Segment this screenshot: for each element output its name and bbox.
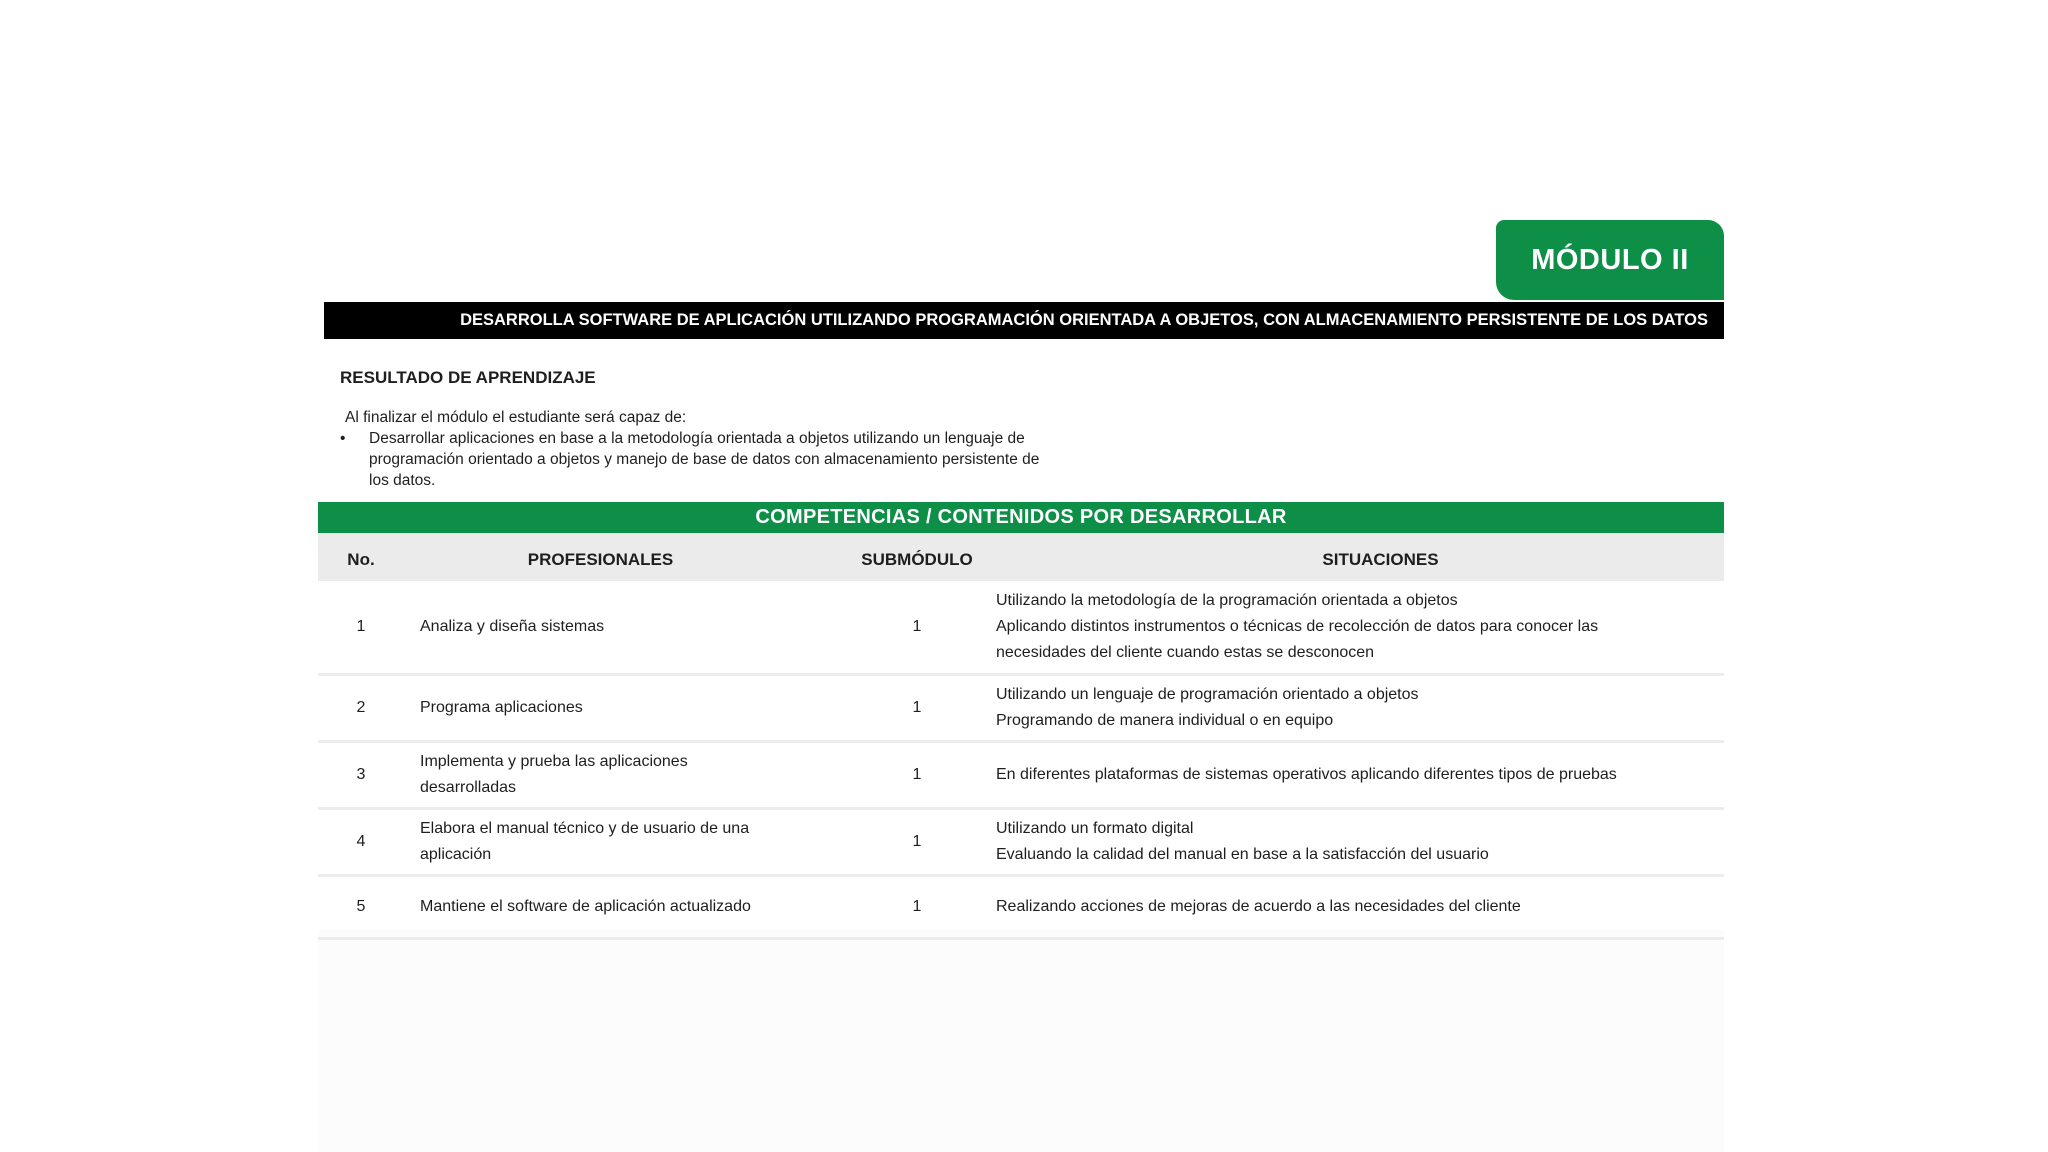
learning-result-intro: Al finalizar el módulo el estudiante será capaz de:	[345, 409, 687, 426]
row-professional	[420, 581, 805, 673]
situation-line: Realizando acciones de mejoras de acuerdo a las necesidades del cliente	[996, 898, 1521, 915]
table-row	[318, 676, 1724, 743]
header-professional: PROFESIONALES	[527, 550, 674, 569]
professional-line: Mantiene el software de aplicación actualizado	[420, 898, 751, 915]
header-situations: SITUACIONES	[1322, 550, 1439, 569]
professional-line: Programa aplicaciones	[420, 699, 583, 716]
row-number-text: 3	[356, 766, 366, 783]
table-row	[318, 581, 1724, 676]
submodule-text: 1	[912, 618, 922, 635]
learning-result-bullet	[340, 428, 1140, 491]
professional-line: aplicación	[420, 846, 492, 863]
module-label: MÓDULO II	[1531, 243, 1689, 276]
table-row	[318, 877, 1724, 940]
row-situations	[996, 810, 1716, 874]
row-number-text: 1	[356, 618, 366, 635]
submodule-text: 1	[912, 699, 922, 716]
bullet-line: Desarrollar aplicaciones en base a la metodología orientada a objetos utilizando un lenguaje de	[369, 430, 1025, 447]
row-situations	[996, 581, 1716, 673]
row-situations	[996, 743, 1716, 807]
bullet-text	[369, 428, 1139, 491]
row-situations	[996, 877, 1716, 937]
row-number-text: 4	[356, 833, 366, 850]
row-number-text: 2	[356, 699, 366, 716]
situation-line: En diferentes plataformas de sistemas operativos aplicando diferentes tipos de pruebas	[996, 766, 1617, 783]
row-number	[318, 810, 404, 874]
submodule-text: 1	[912, 833, 922, 850]
situation-line: Programando de manera individual o en equipo	[996, 712, 1334, 729]
row-professional	[420, 743, 805, 807]
professional-line: desarrolladas	[420, 779, 517, 796]
table-row	[318, 743, 1724, 810]
header-no: No.	[347, 550, 375, 569]
professional-line: Analiza y diseña sistemas	[420, 618, 605, 635]
row-number-text: 5	[356, 898, 366, 915]
row-professional	[420, 810, 805, 874]
situation-line: necesidades del cliente cuando estas se desconocen	[996, 644, 1375, 661]
situation-line: Aplicando distintos instrumentos o técnicas de recolección de datos para conocer las	[996, 618, 1599, 635]
learning-result-heading: RESULTADO DE APRENDIZAJE	[340, 368, 596, 387]
table-row	[318, 810, 1724, 877]
title-bar	[324, 302, 1724, 339]
situation-line: Evaluando la calidad del manual en base a la satisfacción del usuario	[996, 846, 1489, 863]
page-title: DESARROLLA SOFTWARE DE APLICACIÓN UTILIZANDO PROGRAMACIÓN ORIENTADA A OBJETOS, CON ALMACENAMIENTO PERSISTENTE DE LOS DATOS	[460, 311, 1708, 329]
situation-line: Utilizando un lenguaje de programación orientado a objetos	[996, 686, 1419, 703]
row-number	[318, 581, 404, 673]
header-submodule: SUBMÓDULO	[861, 550, 973, 569]
competencies-table	[318, 581, 1724, 940]
row-number	[318, 877, 404, 937]
competencies-band: COMPETENCIAS / CONTENIDOS POR DESARROLLAR	[318, 502, 1724, 533]
situation-line: Utilizando un formato digital	[996, 820, 1194, 837]
row-professional	[420, 676, 805, 740]
module-tab	[1496, 220, 1724, 300]
submodule-text: 1	[912, 898, 922, 915]
row-professional	[420, 877, 805, 937]
submodule-text: 1	[912, 766, 922, 783]
row-situations	[996, 676, 1716, 740]
table-header	[318, 533, 1724, 581]
row-number	[318, 743, 404, 807]
professional-line: Elabora el manual técnico y de usuario de una	[420, 820, 750, 837]
bullet-line: los datos.	[369, 472, 436, 489]
row-number	[318, 676, 404, 740]
situation-line: Utilizando la metodología de la programación orientada a objetos	[996, 592, 1458, 609]
professional-line: Implementa y prueba las aplicaciones	[420, 753, 688, 770]
bullet-line: programación orientado a objetos y manejo de base de datos con almacenamiento persistente de	[369, 451, 1040, 468]
bullet-dot-icon: •	[340, 430, 346, 447]
page-shade	[318, 930, 1724, 1152]
